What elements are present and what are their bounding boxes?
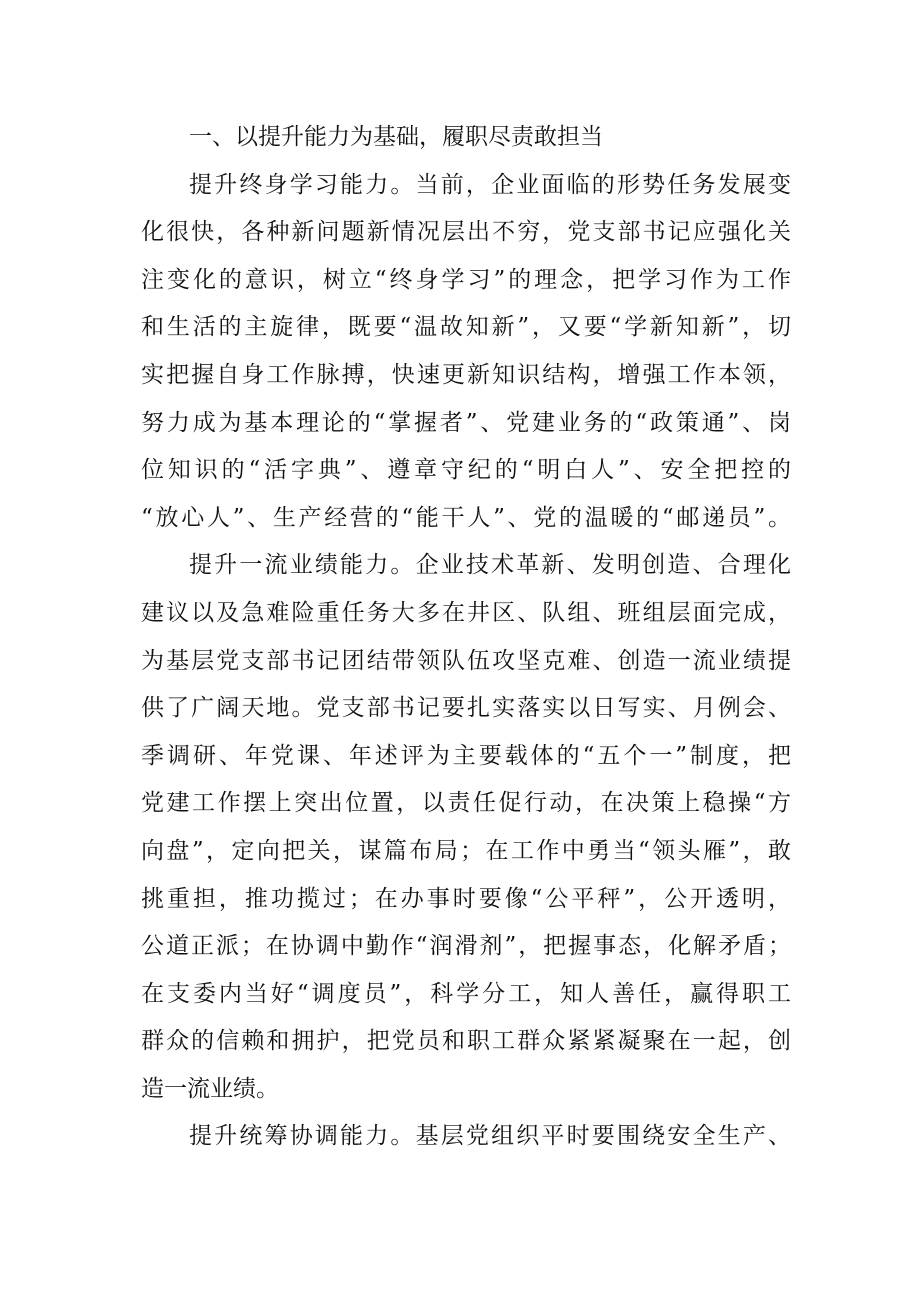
paragraph-line: 努力成为基本理论的“掌握者”、党建业务的“政策通”、岗 [141, 409, 791, 436]
paragraph-line: 季调研、年党课、年述评为主要载体的“五个一”制度，把 [141, 742, 791, 769]
paragraph-line: 为基层党支部书记团结带领队伍攻坚克难、创造一流业绩提 [141, 647, 791, 674]
paragraph-line: 和生活的主旋律，既要“温故知新”，又要“学新知新”，切 [141, 314, 791, 341]
paragraph-line: 党建工作摆上突出位置，以责任促行动，在决策上稳操“方 [141, 790, 791, 817]
paragraph-line: 实把握自身工作脉搏，快速更新知识结构，增强工作本领， [141, 361, 791, 388]
paragraph-line: 提升统筹协调能力。基层党组织平时要围绕安全生产、 [189, 1123, 791, 1150]
paragraph-line: “放心人”、生产经营的“能干人”、党的温暖的“邮递员”。 [141, 504, 791, 531]
paragraph-line: 挑重担，推功揽过；在办事时要像“公平秤”，公开透明， [141, 885, 791, 912]
paragraph-line: 提升一流业绩能力。企业技术革新、发明创造、合理化 [189, 552, 791, 579]
paragraph-line: 在支委内当好“调度员”，科学分工，知人善任，赢得职工 [141, 980, 791, 1007]
paragraph-line: 化很快，各种新问题新情况层出不穷，党支部书记应强化关 [141, 219, 791, 246]
paragraph-line: 造一流业绩。 [141, 1075, 279, 1102]
paragraph-line: 注变化的意识，树立“终身学习”的理念，把学习作为工作 [141, 266, 791, 293]
paragraph-line: 提升终身学习能力。当前，企业面临的形势任务发展变 [189, 171, 791, 198]
paragraph-line: 建议以及急难险重任务大多在井区、队组、班组层面完成， [141, 599, 791, 626]
section-heading: 一、以提升能力为基础，履职尽责敢担当 [189, 124, 603, 150]
paragraph-coordination [141, 1113, 791, 1161]
paragraph-lifelong-learning [141, 162, 791, 543]
paragraph-line: 公道正派；在协调中勤作“润滑剂”，把握事态，化解矛盾； [141, 933, 791, 960]
paragraph-line: 供了广阔天地。党支部书记要扎实落实以日写实、月例会、 [141, 695, 791, 722]
paragraph-first-class-performance [141, 542, 791, 1113]
paragraph-line: 向盘”，定向把关，谋篇布局；在工作中勇当“领头雁”，敢 [141, 837, 791, 864]
paragraph-line: 群众的信赖和拥护，把党员和职工群众紧紧凝聚在一起，创 [141, 1028, 791, 1055]
paragraph-line: 位知识的“活字典”、遵章守纪的“明白人”、安全把控的 [141, 457, 791, 484]
document-body [141, 114, 791, 1161]
